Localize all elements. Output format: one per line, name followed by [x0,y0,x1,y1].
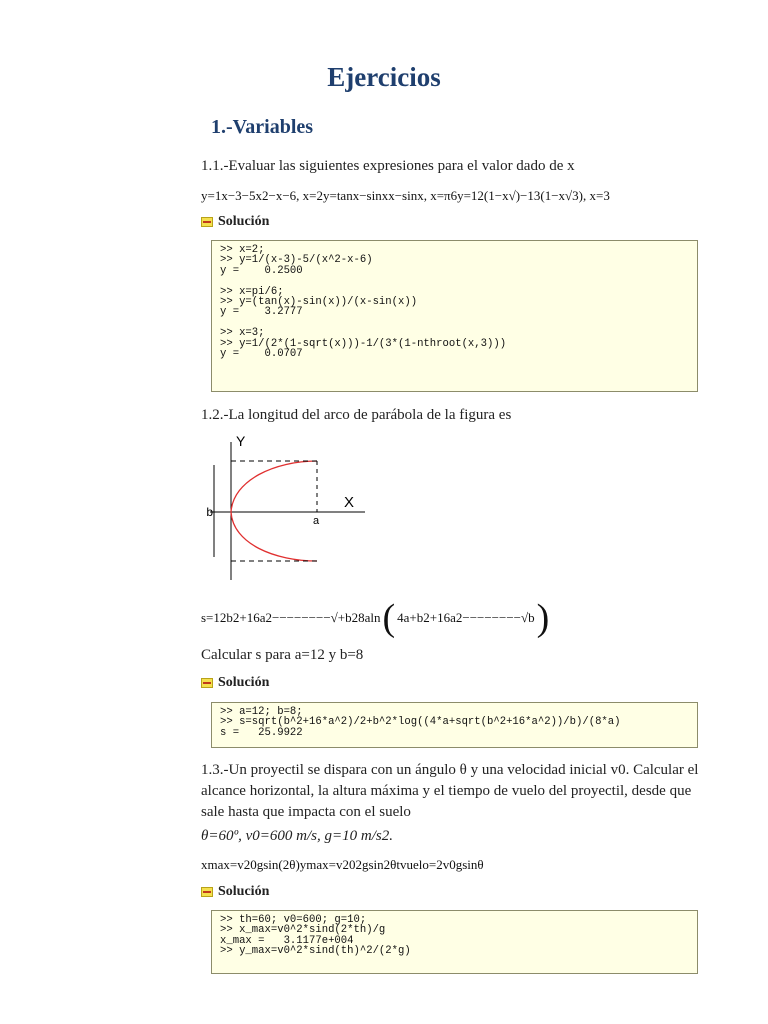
code-line: y = 3.2777 [220,306,303,319]
section-heading: 1.-Variables [211,116,314,138]
b-label: b [206,505,213,519]
code-line: >> x=3; [220,327,265,340]
a-label: a [313,515,320,527]
solution-toggle-3[interactable] [201,884,269,900]
code-line: >> th=60; v0=600; g=10; [220,914,367,926]
code-line: >> a=12; b=8; [220,706,303,718]
right-paren: ) [536,597,550,639]
collapse-icon [201,217,213,227]
x-axis-label: X [344,494,355,511]
parabola-figure [200,430,370,580]
exercise-1-2-calc: Calcular s para a=12 y b=8 [201,647,364,663]
code-line [220,276,689,286]
code-line: >> x_max=v0^2*sind(2*th)/g [220,924,386,937]
exercise-1-1-statement: 1.1.-Evaluar las siguientes expresiones para el valor dado de x [201,158,575,174]
exercise-1-3-formula: xmax=v20gsin(2θ)ymax=v202gsin2θtvuelo=2v0gsinθ [201,857,484,872]
code-block-2 [211,702,698,748]
collapse-icon [201,678,213,688]
code-block-3 [211,910,698,974]
y-axis-label: Y [236,433,246,449]
solution-toggle-1[interactable] [201,214,269,230]
code-line: >> y=(tan(x)-sin(x))/(x-sin(x)) [220,296,418,309]
solution-toggle-2[interactable] [201,675,269,691]
exercise-1-2-statement: 1.2.-La longitud del arco de parábola de la figura es [201,407,512,423]
exercise-1-3-statement: 1.3.-Un proyectil se dispara con un ángulo θ y una velocidad inicial v0. Calcular el alcance horizontal, la altura máxima y el tiempo de vuelo del proyectil, desde que sale hasta que impacta con el suelo [201,762,699,820]
solution-label: Solución [218,675,270,690]
formula-inner: 4a+b2+16a2−−−−−−−−√b [397,610,535,625]
solution-label: Solución [218,214,270,229]
code-line: y = 0.0707 [220,348,303,361]
code-block-1 [211,240,698,392]
code-line: x_max = 3.1177e+004 [220,934,354,947]
code-line: >> y_max=v0^2*sind(th)^2/(2*g) [220,945,411,958]
code-line: s = 25.9922 [220,726,303,739]
solution-label: Solución [218,884,270,899]
code-line: >> s=sqrt(b^2+16*a^2)/2+b^2*log((4*a+sqrt(b^2+16*a^2))/b)/(8*a) [220,716,621,729]
exercise-1-3-params: θ=60º, v0=600 m/s, g=10 m/s2. [201,828,393,844]
exercise-1-1-formula: y=1x−3−5x2−x−6, x=2y=tanx−sinxx−sinx, x=π6y=12(1−x√)−13(1−x√3), x=3 [201,188,610,203]
left-paren: ( [382,597,396,639]
code-line: y = 0.2500 [220,264,303,277]
formula-left: s=12b2+16a2−−−−−−−−√+b28aln [201,610,381,625]
page-title: Ejercicios [327,62,441,92]
code-line: >> x=2; [220,244,265,256]
arc-length-formula [201,598,549,638]
code-line: >> y=1/(x-3)-5/(x^2-x-6) [220,254,373,267]
collapse-icon [201,887,213,897]
code-line [220,318,689,328]
parabola-arc [231,461,317,561]
code-line: >> y=1/(2*(1-sqrt(x)))-1/(3*(1-nthroot(x,3))) [220,337,507,350]
code-line: >> x=pi/6; [220,285,284,298]
